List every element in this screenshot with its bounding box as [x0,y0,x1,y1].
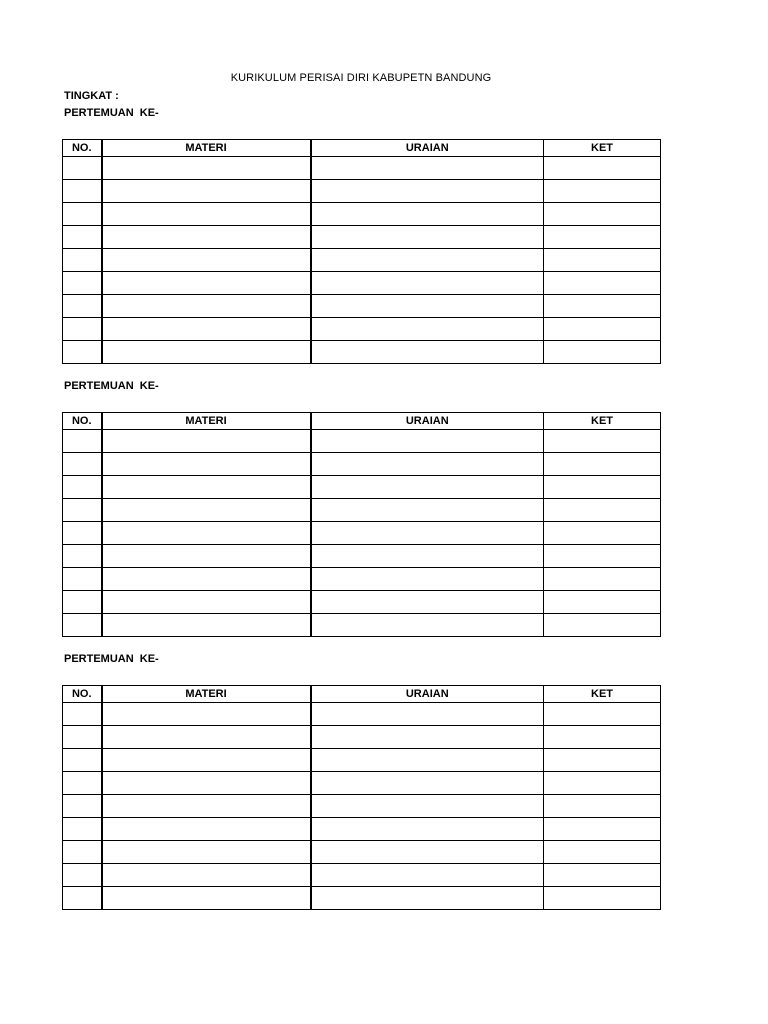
cell-ket [544,545,661,568]
cell-ket [544,749,661,772]
table-row [63,568,661,591]
cell-materi [102,226,311,249]
cell-no [63,476,102,499]
cell-uraian [311,522,544,545]
cell-no [63,568,102,591]
header-ket: KET [544,413,661,430]
cell-ket [544,841,661,864]
cell-no [63,226,102,249]
cell-ket [544,887,661,910]
header-uraian: URAIAN [311,140,544,157]
table-row [63,864,661,887]
cell-ket [544,318,661,341]
cell-no [63,157,102,180]
cell-uraian [311,887,544,910]
header-uraian: URAIAN [311,413,544,430]
cell-ket [544,795,661,818]
cell-no [63,318,102,341]
cell-uraian [311,341,544,364]
cell-no [63,795,102,818]
cell-no [63,545,102,568]
cell-materi [102,318,311,341]
cell-ket [544,249,661,272]
cell-no [63,749,102,772]
table-row [63,249,661,272]
header-materi: MATERI [102,140,311,157]
cell-ket [544,295,661,318]
cell-no [63,499,102,522]
cell-ket [544,864,661,887]
table-row [63,341,661,364]
table-row [63,157,661,180]
cell-materi [102,749,311,772]
section-label-1: PERTEMUAN KE- [64,107,159,119]
table-row [63,180,661,203]
cell-no [63,887,102,910]
cell-uraian [311,249,544,272]
cell-ket [544,476,661,499]
table-row [63,726,661,749]
cell-materi [102,272,311,295]
table-row [63,795,661,818]
cell-materi [102,499,311,522]
table-row [63,614,661,637]
cell-uraian [311,726,544,749]
cell-materi [102,203,311,226]
cell-ket [544,157,661,180]
cell-materi [102,614,311,637]
cell-materi [102,180,311,203]
cell-materi [102,841,311,864]
cell-materi [102,772,311,795]
cell-no [63,295,102,318]
meeting-table-3 [62,685,661,910]
cell-ket [544,614,661,637]
document-title: KURIKULUM PERISAI DIRI KABUPETN BANDUNG [230,72,492,84]
cell-uraian [311,453,544,476]
header-materi: MATERI [102,686,311,703]
cell-ket [544,226,661,249]
table-header-row [63,413,661,430]
table-row [63,749,661,772]
cell-no [63,341,102,364]
cell-uraian [311,864,544,887]
cell-uraian [311,226,544,249]
cell-materi [102,864,311,887]
cell-ket [544,703,661,726]
table-row [63,887,661,910]
table-row [63,272,661,295]
table-row [63,499,661,522]
cell-materi [102,430,311,453]
cell-no [63,453,102,476]
cell-uraian [311,180,544,203]
cell-ket [544,430,661,453]
cell-ket [544,522,661,545]
cell-no [63,726,102,749]
cell-uraian [311,841,544,864]
cell-uraian [311,614,544,637]
cell-materi [102,341,311,364]
cell-no [63,841,102,864]
cell-materi [102,818,311,841]
cell-uraian [311,591,544,614]
cell-materi [102,887,311,910]
table-row [63,591,661,614]
header-materi: MATERI [102,413,311,430]
cell-no [63,772,102,795]
cell-uraian [311,295,544,318]
cell-ket [544,499,661,522]
cell-uraian [311,818,544,841]
header-ket: KET [544,686,661,703]
cell-uraian [311,430,544,453]
meeting-table-1 [62,139,661,364]
cell-uraian [311,545,544,568]
cell-no [63,703,102,726]
header-no: NO. [63,140,102,157]
cell-materi [102,249,311,272]
cell-ket [544,818,661,841]
table-row [63,453,661,476]
table-row [63,318,661,341]
cell-materi [102,476,311,499]
table-header-row [63,686,661,703]
cell-ket [544,180,661,203]
cell-materi [102,726,311,749]
table-row [63,430,661,453]
cell-no [63,272,102,295]
cell-uraian [311,795,544,818]
cell-no [63,180,102,203]
cell-uraian [311,272,544,295]
cell-ket [544,726,661,749]
cell-materi [102,795,311,818]
cell-ket [544,772,661,795]
cell-materi [102,157,311,180]
cell-ket [544,591,661,614]
table-row [63,476,661,499]
table-row [63,203,661,226]
cell-ket [544,568,661,591]
cell-materi [102,703,311,726]
cell-no [63,864,102,887]
header-uraian: URAIAN [311,686,544,703]
table-header-row [63,140,661,157]
cell-materi [102,453,311,476]
meeting-table-2 [62,412,661,637]
cell-uraian [311,749,544,772]
cell-materi [102,591,311,614]
table-row [63,772,661,795]
cell-materi [102,295,311,318]
header-no: NO. [63,686,102,703]
cell-uraian [311,476,544,499]
tingkat-label: TINGKAT : [64,90,119,102]
cell-ket [544,203,661,226]
header-ket: KET [544,140,661,157]
cell-materi [102,568,311,591]
section-label-2: PERTEMUAN KE- [64,380,159,392]
table-row [63,522,661,545]
cell-no [63,522,102,545]
cell-materi [102,545,311,568]
cell-materi [102,522,311,545]
table-row [63,818,661,841]
cell-uraian [311,157,544,180]
header-no: NO. [63,413,102,430]
table-row [63,841,661,864]
cell-no [63,591,102,614]
cell-ket [544,272,661,295]
cell-uraian [311,772,544,795]
table-row [63,703,661,726]
cell-uraian [311,499,544,522]
cell-uraian [311,568,544,591]
cell-uraian [311,703,544,726]
cell-no [63,249,102,272]
cell-ket [544,453,661,476]
cell-no [63,614,102,637]
cell-ket [544,341,661,364]
cell-uraian [311,203,544,226]
cell-no [63,818,102,841]
table-row [63,545,661,568]
section-label-3: PERTEMUAN KE- [64,653,159,665]
cell-no [63,203,102,226]
table-row [63,295,661,318]
cell-no [63,430,102,453]
table-row [63,226,661,249]
cell-uraian [311,318,544,341]
